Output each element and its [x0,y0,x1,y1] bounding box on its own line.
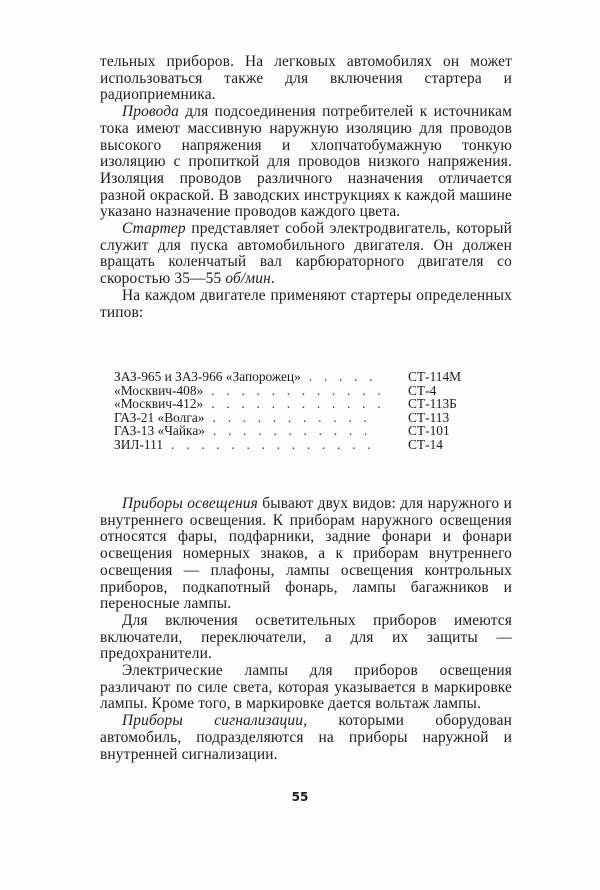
paragraph-lighting [100,496,512,613]
starter-type: СТ-113Б [408,396,457,412]
starter-table [114,370,474,452]
starter-type: СТ-113 [408,409,450,425]
leader-dots: . . . . . . . . . . . . [211,397,385,411]
paragraph-starter-types [100,288,512,321]
leader-dots: . . . . . . . . . . . [212,410,371,425]
car-model: ЗИЛ-111 [114,436,164,452]
starter-type: СТ-114М [408,369,462,384]
paragraph-text: которыми оборудован автомобиль, подразделяются на приборы наружной и внутренней сигнализации. [100,712,512,763]
leader-dots: . . . . . [308,370,377,384]
leader-dots: . . . . . . . . . . . . [211,383,385,398]
paragraph-text: представляет собой электродвигатель, который служит для пуска автомобильного двигателя. Он должен вращать коленчатый вал карбюраторного двигателя со скоростью 35—55 [100,220,512,288]
term-starter: Стартер [122,220,186,238]
paragraph-continuation [100,54,512,104]
paragraph-text: Для включения осветительных приборов имеются включатели, переключатели, а для их защиты — предохранители. [100,611,512,663]
unit-rpm: об/мин [225,270,271,288]
table-row [114,397,474,411]
car-model: ГАЗ-13 «Чайка» [114,423,205,439]
paragraph-lamps [100,663,512,713]
paragraph-starter [100,221,512,288]
paragraph-switches [100,613,512,663]
paragraph-wires [100,104,512,221]
paragraph-text: На каждом двигателе применяют стартеры определенных типов: [100,286,512,321]
term-wires: Провода [122,103,180,121]
starter-type: СТ-4 [408,382,437,398]
starter-type: СТ-101 [408,423,450,439]
term-signaling: Приборы сигнализации, [122,712,308,730]
starter-type: СТ-14 [408,436,443,452]
table-row [114,424,474,438]
car-model: «Москвич-408» [114,382,204,398]
term-lighting: Приборы освещения [122,495,258,512]
car-model: ГАЗ-21 «Волга» [114,409,205,425]
table-row [114,384,474,398]
paragraph-end: . [270,270,275,288]
paragraph-signaling [100,713,512,763]
paragraph-text: тельных приборов. На легковых автомобилях он может использоваться также для включения стартера и радиоприемника. [100,53,512,104]
paragraph-text: бывают двух видов: для наружного и внутреннего освещения. К приборам наружного освещения относятся фары, подфарники, задние фонари и фонари освещения номерных знаков, а к приборам внутреннего освещения — плафоны, лампы освещения контрольных приборов, подкапотный фонарь, лампы багажников и переносные лампы. [100,495,512,613]
text-block-upper [100,54,512,321]
leader-dots: . . . . . . . . . . . . . . [171,437,375,452]
table-row [114,438,474,452]
car-model: ЗАЗ-965 и ЗАЗ-966 «Запорожец» [114,369,301,384]
page-number: 55 [291,790,309,804]
paragraph-text: Электрические лампы для приборов освещения различают по силе света, которая указывается в маркировке лампы. Кроме того, в маркировке дается вольтаж лампы. [100,662,512,713]
table-row [114,370,474,384]
leader-dots: . . . . . . . . . . . [212,424,372,438]
car-model: «Москвич-412» [114,396,204,412]
table-row [114,411,474,425]
text-block-lower [100,496,512,763]
paragraph-text: для подсоединения потребителей к источникам тока имеют массивную наружную изоляцию для проводов высокого напряжения и хлопчатобумажную тонкую изоляцию с пропиткой для проводов низкого напряжения. Изоляция проводов различного назначения отличается разной окраской. В заводских инструкциях к каждой машине указано назначение проводов каждого цвета. [100,103,512,221]
